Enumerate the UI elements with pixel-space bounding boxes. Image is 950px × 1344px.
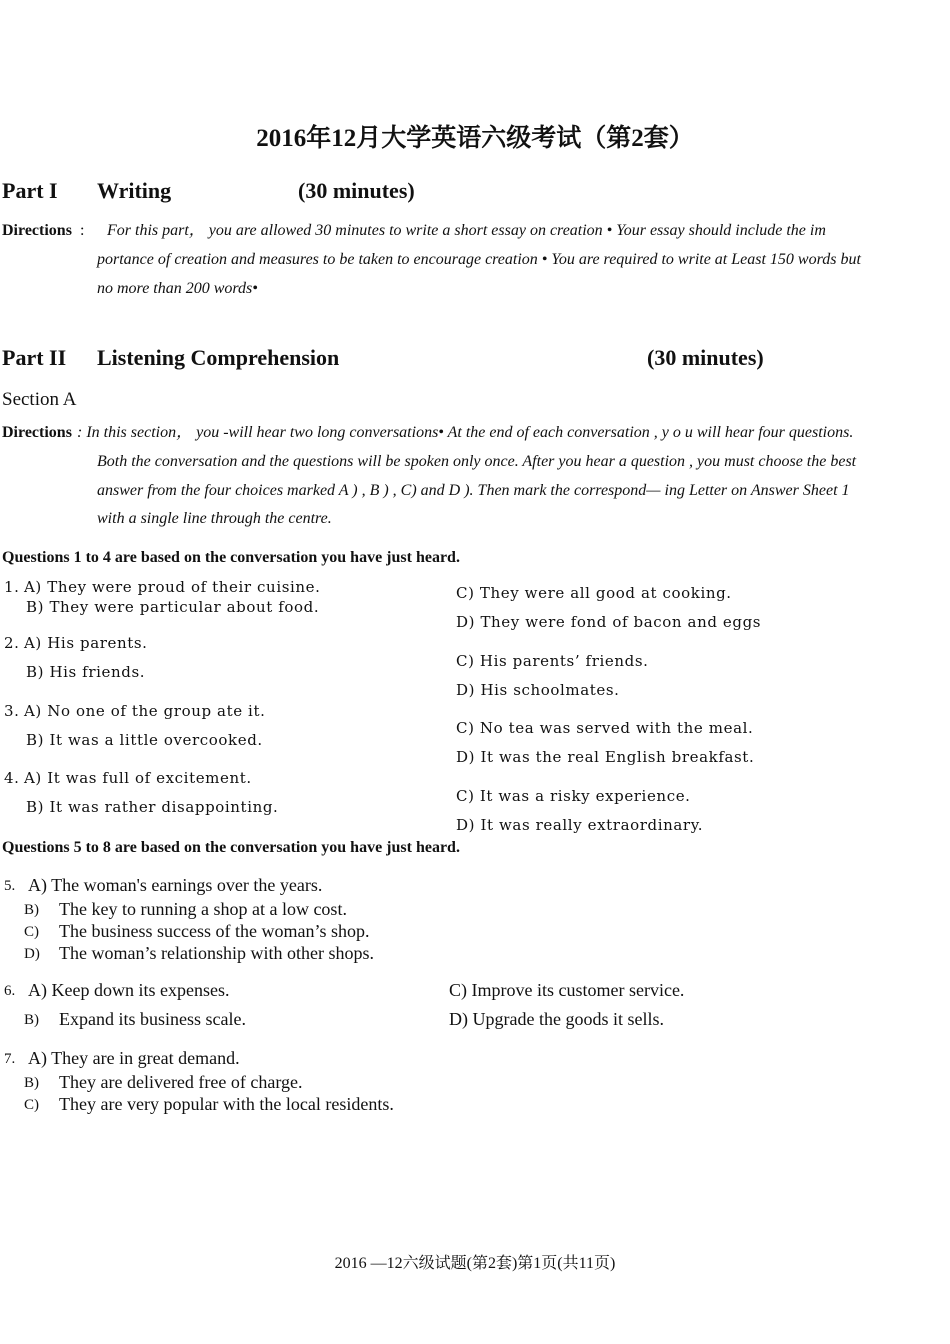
part2-directions-line1: : In this section， you -will hear two long conversations• At the end of each conversation , y o u will hear four questions. <box>77 424 854 441</box>
part2-directions-line4: with a single line through the centre. <box>97 510 332 527</box>
q2-option-b: B) His friends. <box>26 663 146 681</box>
page-title: 2016年12月大学英语六级考试（第2套） <box>256 125 694 152</box>
part1-directions-line1: For this part， you are allowed 30 minutes to write a short essay on creation • Your essay should include the im <box>107 222 826 239</box>
q5-option-b-letter: B) <box>24 902 39 918</box>
q2-number: 2. <box>4 634 20 652</box>
q7-option-c: They are very popular with the local residents. <box>59 1094 394 1114</box>
part1-directions-colon: : <box>80 222 85 239</box>
q6-option-d: D) Upgrade the goods it sells. <box>449 1009 664 1029</box>
q3-option-d: D) It was the real English breakfast. <box>456 748 755 766</box>
part2-directions-line2: Both the conversation and the questions will be spoken only once. After you hear a question , you must choose the best <box>97 453 857 470</box>
q7-option-a: A) They are in great demand. <box>28 1048 240 1068</box>
q1-number: 1. <box>4 578 20 596</box>
q1-option-c: C) They were all good at cooking. <box>456 584 732 602</box>
section-a-heading: Section A <box>2 389 77 410</box>
part2-directions-label: Directions <box>2 424 72 441</box>
q7-option-b: They are delivered free of charge. <box>59 1072 303 1092</box>
q1-option-a: A) They were proud of their cuisine. <box>24 578 321 596</box>
q6-option-a: A) Keep down its expenses. <box>28 980 230 1000</box>
q5-option-d-letter: D) <box>24 946 40 962</box>
part1-name: Writing <box>97 178 172 203</box>
q6-option-c: C) Improve its customer service. <box>449 980 685 1000</box>
questions-1-4-heading: Questions 1 to 4 are based on the conversation you have just heard. <box>2 549 460 566</box>
q4-option-a: A) It was full of excitement. <box>24 769 252 787</box>
q3-number: 3. <box>4 702 20 720</box>
q5-option-c-letter: C) <box>24 924 39 940</box>
q4-option-b: B) It was rather disappointing. <box>26 798 279 816</box>
q5-option-b: The key to running a shop at a low cost. <box>59 899 347 919</box>
q7-option-c-letter: C) <box>24 1097 39 1113</box>
q5-number: 5. <box>4 878 16 894</box>
q3-option-a: A) No one of the group ate it. <box>24 702 266 720</box>
q3-option-b: B) It was a little overcooked. <box>26 731 263 749</box>
q4-option-c: C) It was a risky experience. <box>456 787 691 805</box>
q3-option-c: C) No tea was served with the meal. <box>456 719 754 737</box>
q2-option-d: D) His schoolmates. <box>456 681 620 699</box>
part1-time: (30 minutes) <box>298 178 415 203</box>
q7-option-b-letter: B) <box>24 1075 39 1091</box>
q6-option-b-letter: B) <box>24 1012 39 1028</box>
q1-option-d: D) They were fond of bacon and eggs <box>456 613 762 631</box>
page-footer: 2016 —12六级试题(第2套)第1页(共11页) <box>334 1255 616 1272</box>
q1-option-b: B) They were particular about food. <box>26 598 320 616</box>
questions-5-8-heading: Questions 5 to 8 are based on the conversation you have just heard. <box>2 839 460 856</box>
part2-label: Part II <box>2 345 67 370</box>
q6-option-b: Expand its business scale. <box>59 1009 246 1029</box>
part2-name: Listening Comprehension <box>97 345 340 370</box>
part1-directions-label: Directions <box>2 222 72 239</box>
q7-number: 7. <box>4 1051 16 1067</box>
q2-option-a: A) His parents. <box>24 634 148 652</box>
part1-directions-line3: no more than 200 words• <box>97 280 258 297</box>
q5-option-a: A) The woman's earnings over the years. <box>28 875 323 895</box>
q4-number: 4. <box>4 769 20 787</box>
q6-number: 6. <box>4 983 16 999</box>
q2-option-c: C) His parents’ friends. <box>456 652 649 670</box>
q5-option-c: The business success of the woman’s shop. <box>59 921 370 941</box>
part2-directions-line3: answer from the four choices marked A ) , B ) , C) and D ). Then mark the correspond— ing Letter on Answer Sheet 1 <box>97 482 850 499</box>
part1-label: Part I <box>2 178 58 203</box>
q5-option-d: The woman’s relationship with other shops. <box>59 943 374 963</box>
part2-time: (30 minutes) <box>647 345 764 370</box>
q4-option-d: D) It was really extraordinary. <box>456 816 704 834</box>
part1-directions-line2: portance of creation and measures to be taken to encourage creation • You are required to write at Least 150 words but <box>97 251 861 268</box>
